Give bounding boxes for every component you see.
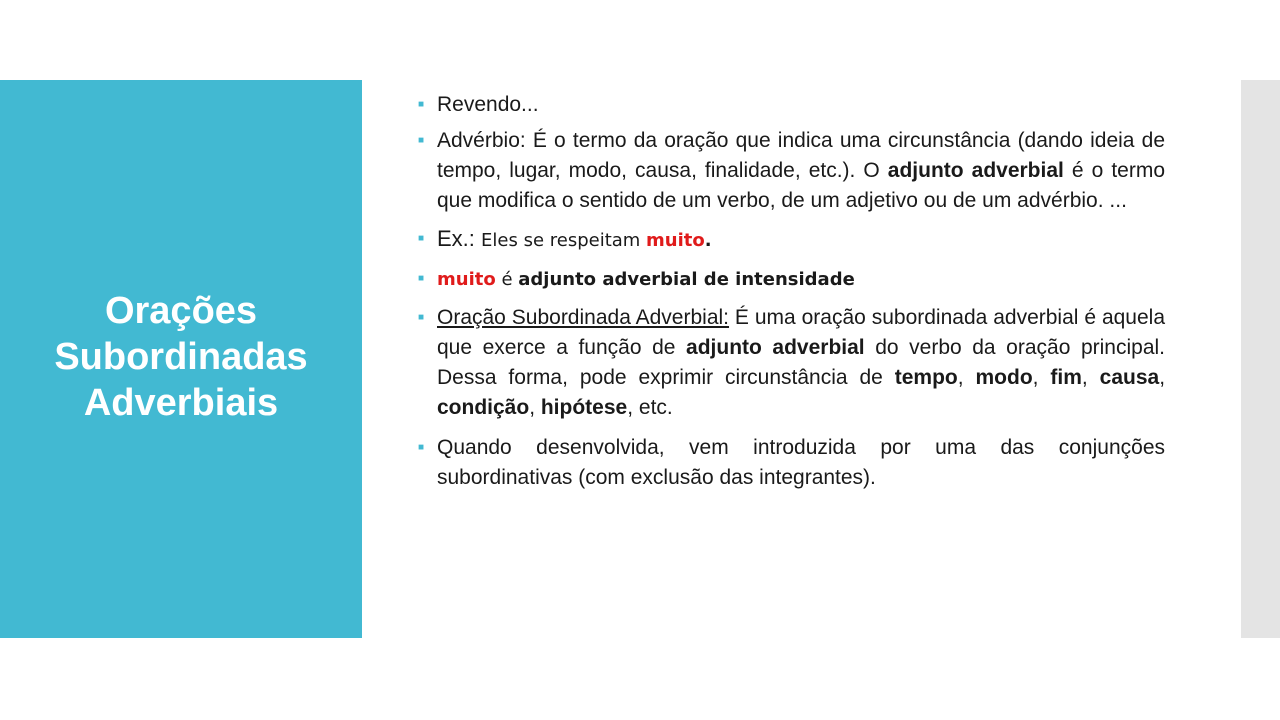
bullet-icon: ■ [418,135,425,146]
highlight-word: muito [437,269,496,290]
bullet-text: , [1032,366,1051,389]
bold-term: adjunto adverbial de intensidade [518,269,855,290]
title-panel [0,80,362,638]
bullet-text: , etc. [627,396,673,419]
bullet-text: , [957,366,976,389]
bullet-icon: ■ [418,99,425,110]
bullet-text: É uma oração subordinada adverbial é aquela que exerce a função de [437,306,1166,359]
slide-title [54,288,307,426]
slide-title-line: Orações [104,290,258,332]
bullet-text: , [1159,366,1166,389]
bullet-item-muito [418,264,1165,295]
underlined-term: Oração Subordinada Adverbial: [437,306,730,329]
bullet-icon: ■ [418,233,425,244]
bullet-list [418,90,1165,493]
bold-term: tempo [894,366,958,389]
bullet-text: , [1081,366,1100,389]
example-lead: Ex.: [437,226,482,251]
highlight-word: muito [646,230,705,251]
bold-term: adjunto adverbial [887,159,1064,182]
bold-term: fim [1050,366,1082,389]
slide-title-line: Subordinadas [54,336,308,378]
bullet-text: , [529,396,541,419]
example-sentence: Eles se respeitam [481,230,647,251]
slide-title-line: Adverbiais [83,382,279,424]
bullet-item-adverbio [418,126,1165,216]
bullet-text: Quando desenvolvida, vem introduzida por uma das conjunções subordinativas (com exclusão das integrantes). [437,436,1165,489]
bullet-icon: ■ [418,312,425,323]
bullet-icon: ■ [418,442,425,453]
example-period: . [704,230,712,251]
bold-term: condição [437,396,530,419]
side-strip [1241,80,1280,638]
bullet-text: do verbo da oração principal. Dessa forma, pode exprimir circunstância de [437,336,1165,389]
bullet-item-exemplo [418,224,1165,256]
bold-term: modo [975,366,1033,389]
bullet-text: Advérbio: É o termo da oração que indica uma circunstância (dando ideia de tempo, lugar, modo, causa, finalidade, etc.). O [437,129,1165,182]
bullet-item-revendo [418,90,1165,120]
bold-term: hipótese [540,396,628,419]
bullet-item-quando [418,433,1165,493]
bullet-text: é [495,269,519,290]
bullet-item-oracao [418,303,1165,423]
bullet-icon: ■ [418,273,425,284]
bold-term: causa [1099,366,1160,389]
bold-term: adjunto adverbial [686,336,865,359]
bullet-text: Revendo... [437,93,539,116]
bullet-text: é o termo que modifica o sentido de um verbo, de um adjetivo ou de um advérbio. ... [437,159,1166,212]
